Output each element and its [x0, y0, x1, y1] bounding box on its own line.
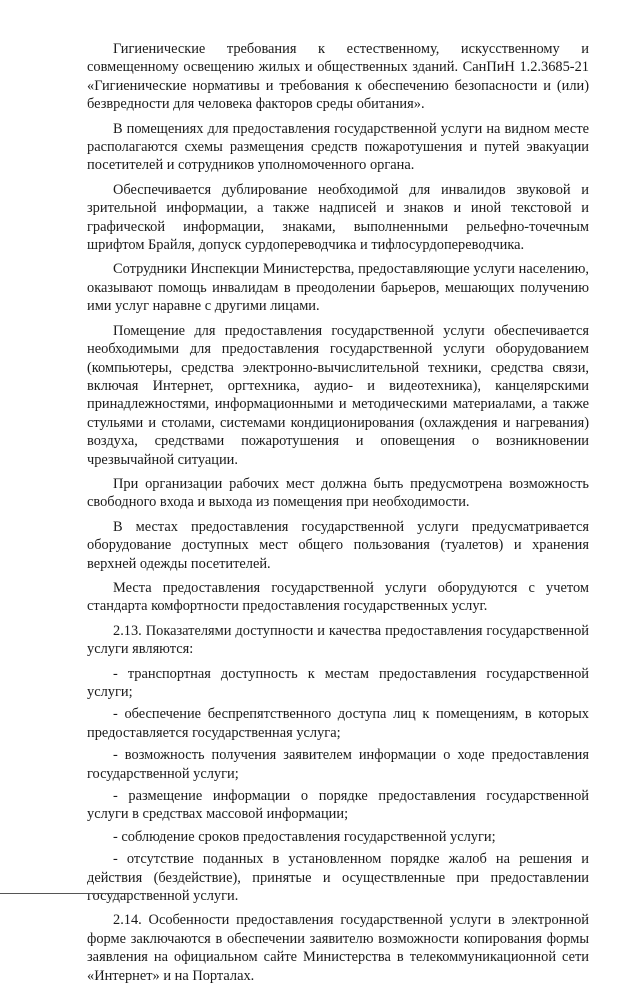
- section-2-14: 2.14. Особенности предоставления государственной услуги в электронной форме заключаются в обеспечении заявителю возможности копирования формы заявления на официальном сайте Министерства в телекоммуникационной сети «Интернет» и на Порталах.: [87, 912, 589, 984]
- document-page: [87, 40, 589, 991]
- paragraph-accessibility-duplication: Обеспечивается дублирование необходимой для инвалидов звуковой и зрительной информации, а также надписей и знаков и иной текстовой и графической информации, знаками, выполненными рельефно-точечным шрифтом Брайля, допуск сурдопереводчика и тифлосурдопереводчика.: [87, 181, 589, 254]
- paragraph-staff-assistance: Сотрудники Инспекции Министерства, предоставляющие услуги населению, оказывают помощь инвалидам в преодолении барьеров, мешающих получению ими услуг наравне с другими лицами.: [87, 261, 589, 315]
- section-2-13-heading: 2.13. Показателями доступности и качества предоставления государственной услуги являются:: [87, 622, 589, 658]
- paragraph-equipment: Помещение для предоставления государственной услуги обеспечивается необходимыми для предоставления государственной услуги оборудованием (компьютеры, средства электронно-вычислительной техники, средства связи, включая Интернет, оргтехника, аудио- и видеотехника), канцелярскими принадлежностями, информационными и методическими материалами, а также стульями и столами, системами кондиционирования (охлаждения и нагревания) воздуха, средствами пожаротушения и оповещения о возникновении чрезвычайной ситуации.: [87, 322, 589, 468]
- footnote-divider: [0, 893, 132, 894]
- list-item: - отсутствие поданных в установленном порядке жалоб на решения и действия (бездействие), принятые и осуществленные при предоставлении государственной услуги.: [87, 851, 589, 905]
- paragraph-sanpin: Гигиенические требования к естественному, искусственному и совмещенному освещению жилых и общественных зданий. СанПиН 1.2.3685-21 «Гигиенические нормативы и требования к обеспечению безопасности и (или) безвредности для человека факторов среды обитания».: [87, 41, 589, 113]
- paragraph-comfort-standard: Места предоставления государственной услуги оборудуются с учетом стандарта комфортности предоставления государственных услуг.: [87, 579, 589, 615]
- list-item: - обеспечение беспрепятственного доступа лиц к помещениям, в которых предоставляется государственная услуга;: [87, 706, 589, 741]
- list-item: - размещение информации о порядке предоставления государственной услуги в средствах массовой информации;: [87, 788, 589, 823]
- list-item: - транспортная доступность к местам предоставления государственной услуги;: [87, 665, 589, 700]
- paragraph-fire-safety-schemes: В помещениях для предоставления государственной услуги на видном месте располагаются схемы размещения средств пожаротушения и путей эвакуации посетителей и сотрудников уполномоченного органа.: [87, 120, 589, 174]
- paragraph-common-facilities: В местах предоставления государственной услуги предусматривается оборудование доступных мест общего пользования (туалетов) и хранения верхней одежды посетителей.: [87, 518, 589, 572]
- list-item: - соблюдение сроков предоставления государственной услуги;: [113, 828, 496, 845]
- paragraph-workplaces: При организации рабочих мест должна быть предусмотрена возможность свободного входа и выхода из помещения при необходимости.: [87, 475, 589, 511]
- section-2-13-list: [87, 665, 589, 906]
- list-item: - возможность получения заявителем информации о ходе предоставления государственной услуги;: [87, 747, 589, 782]
